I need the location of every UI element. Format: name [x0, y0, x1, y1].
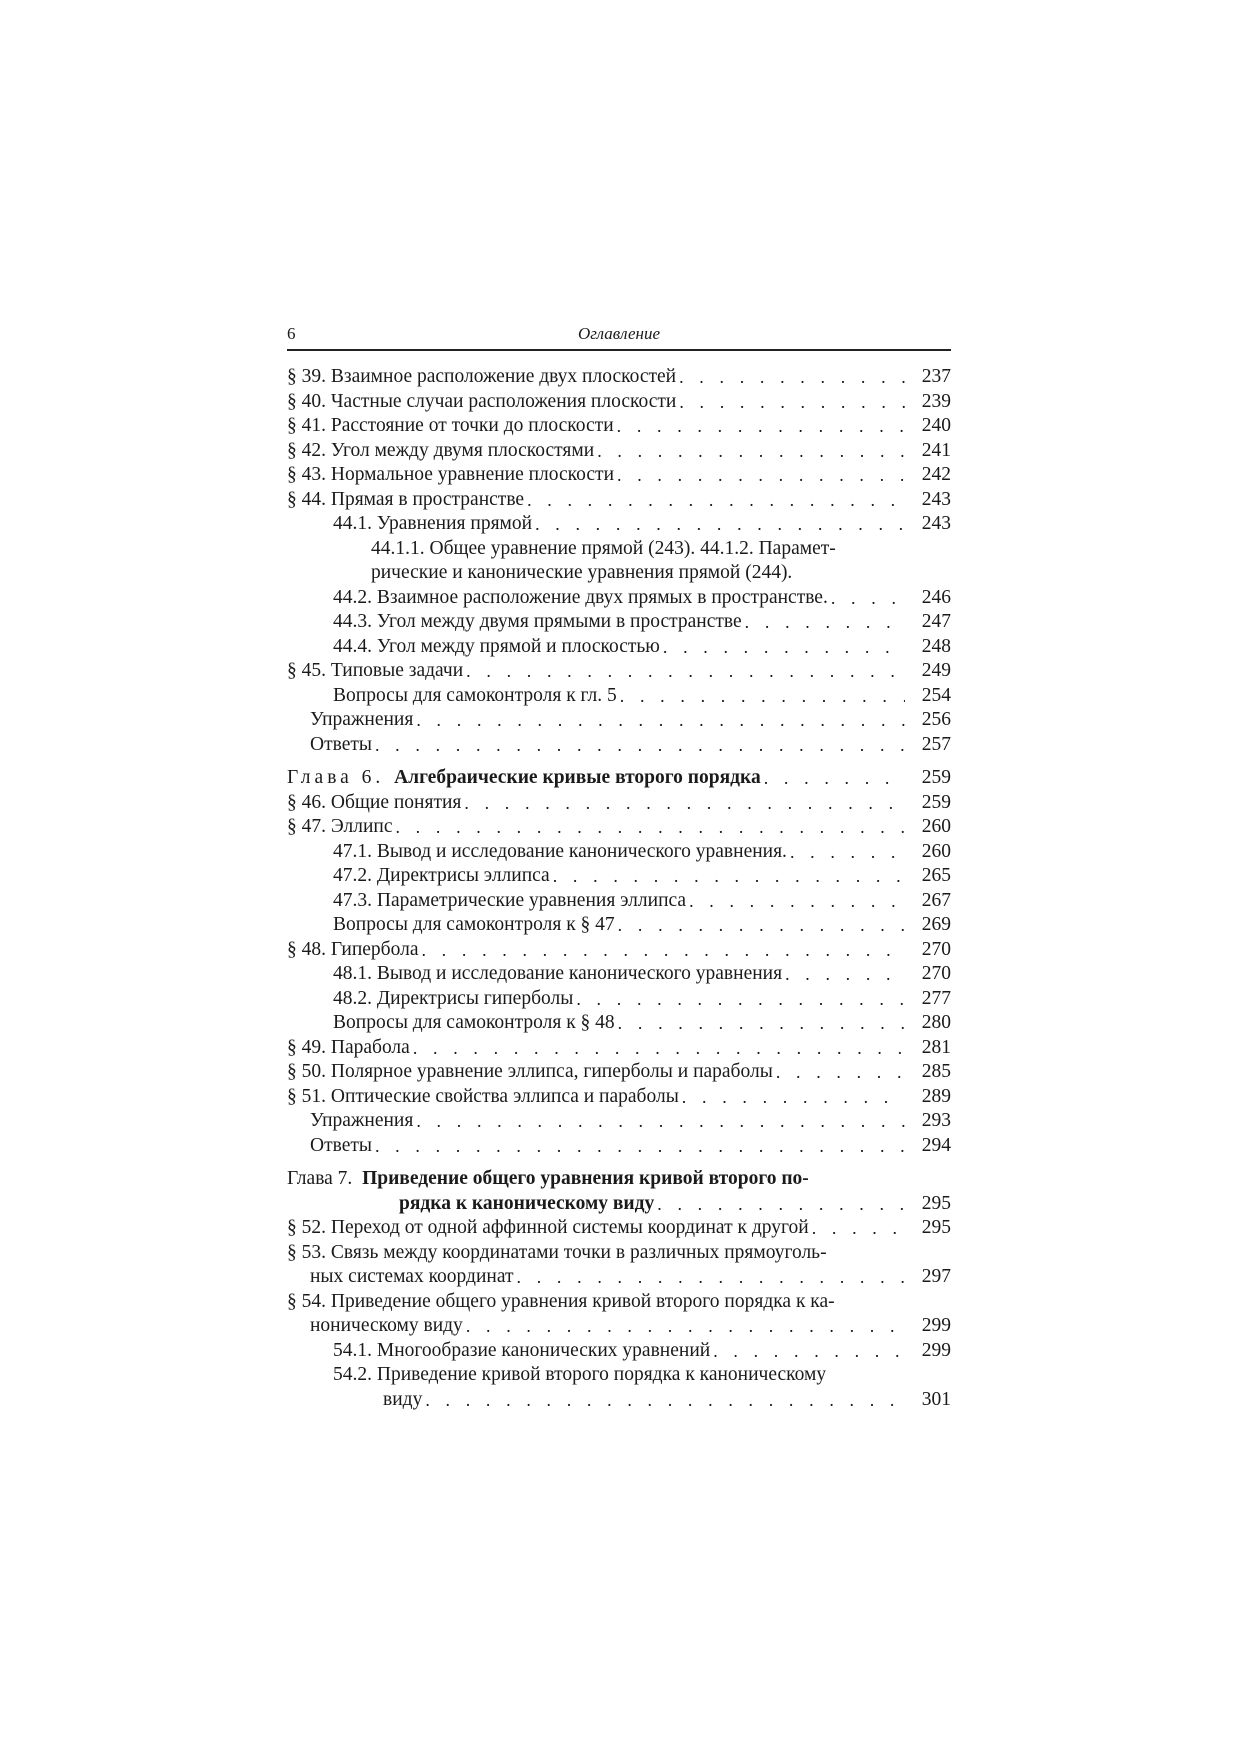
dot-leader: [679, 365, 905, 390]
toc-entry-answers-ch6[interactable]: [287, 1134, 951, 1159]
toc-entry-label: § 40. Частные случаи расположения плоскости: [287, 390, 677, 412]
toc-entry-page: 299: [921, 1315, 951, 1336]
toc-entry-page: 285: [921, 1061, 951, 1082]
toc-entry-page: 241: [921, 439, 951, 461]
toc-entry-exercises-ch6[interactable]: [287, 1109, 951, 1134]
toc-entry-s48-2[interactable]: [287, 987, 951, 1012]
dot-leader: [375, 1134, 905, 1159]
toc-entry-label: § 48. Гипербола: [287, 938, 419, 960]
toc-entry-s45[interactable]: [287, 659, 951, 684]
toc-entry-page: 240: [921, 415, 951, 436]
toc-entry-page: 265: [921, 865, 951, 886]
toc-entry-label: 48.1. Вывод и исследование канонического уравнения: [333, 963, 783, 984]
toc-chapter-7[interactable]: [287, 1167, 951, 1216]
toc-entry-s44-1[interactable]: [287, 512, 951, 537]
toc-entry-page: 294: [921, 1134, 951, 1156]
toc-entry-label: 44.1. Уравнения прямой: [333, 513, 533, 534]
toc-entry-page: 257: [921, 733, 951, 755]
toc-entry-s54[interactable]: [287, 1290, 951, 1339]
toc-entry-page: 281: [921, 1036, 951, 1058]
toc-entry-label: ноническому виду: [310, 1315, 463, 1336]
toc-entry-s52[interactable]: [287, 1216, 951, 1241]
toc-entry-label: § 42. Угол между двумя плоскостями: [287, 439, 595, 461]
toc-entry-s50[interactable]: [287, 1060, 951, 1085]
toc-entry-page: 301: [921, 1388, 951, 1410]
dot-leader: [416, 708, 905, 733]
toc-entry-s54-2[interactable]: [287, 1363, 951, 1412]
toc-entry-page: 246: [921, 586, 951, 608]
toc-entry-label: Упражнения: [310, 709, 414, 730]
toc-entry-s44[interactable]: [287, 488, 951, 513]
dot-leader: [790, 840, 905, 865]
toc-entry-page: 270: [921, 938, 951, 960]
toc-entry-label: § 46. Общие понятия: [287, 791, 462, 813]
toc-entry-label: § 50. Полярное уравнение эллипса, гиперболы и параболы: [287, 1061, 773, 1082]
toc-entry-questions-s48[interactable]: [287, 1011, 951, 1036]
toc-entry-label: 44.4. Угол между прямой и плоскостью: [333, 635, 660, 657]
dot-leader: [620, 684, 905, 709]
dot-leader: [375, 733, 905, 758]
toc-entry-s47-2[interactable]: [287, 864, 951, 889]
dot-leader: [618, 913, 905, 938]
toc-entry-page: 270: [921, 963, 951, 984]
toc-entry-page: 293: [921, 1110, 951, 1131]
dot-leader: [464, 791, 905, 816]
toc-entry-page: 243: [921, 488, 951, 510]
dot-leader: [785, 962, 905, 987]
toc-entry-page: 256: [921, 709, 951, 730]
toc-entry-label: § 41. Расстояние от точки до плоскости: [287, 415, 614, 436]
dot-leader: [618, 1011, 905, 1036]
toc-entry-page: 277: [921, 987, 951, 1009]
toc-entry-label: § 39. Взаимное расположение двух плоскостей: [287, 366, 677, 387]
toc-entry-label: § 43. Нормальное уравнение плоскости: [287, 464, 615, 485]
toc-entry-s44-4[interactable]: [287, 635, 951, 660]
toc-entry-page: 267: [921, 889, 951, 911]
toc-entry-page: 269: [921, 914, 951, 935]
toc-entry-label: Ответы: [310, 733, 372, 755]
toc-entry-page: 260: [921, 840, 951, 862]
dot-leader: [682, 1085, 905, 1110]
toc-entry-page: 295: [921, 1192, 951, 1214]
toc-entry-page: 260: [921, 816, 951, 837]
toc-entry-label-line: 54.2. Приведение кривой второго порядка к каноническому: [333, 1364, 827, 1385]
toc-entry-s53[interactable]: [287, 1241, 951, 1290]
toc-entry-label: 48.2. Директрисы гиперболы: [333, 987, 574, 1009]
dot-leader: [689, 889, 905, 914]
dot-leader: [553, 864, 905, 889]
toc-entry-label: Вопросы для самоконтроля к § 47: [333, 914, 615, 935]
toc-entry-continuation: [287, 1314, 951, 1339]
dot-leader: [527, 488, 905, 513]
toc-entry-page: 295: [921, 1217, 951, 1238]
chapter-title: Алгебраические кривые второго порядка: [394, 767, 761, 788]
toc-entry-page: 247: [921, 611, 951, 632]
toc-entry-page: 297: [921, 1266, 951, 1287]
toc-entry-page: 280: [921, 1012, 951, 1033]
toc-entry-answers-ch5[interactable]: [287, 733, 951, 758]
dot-leader: [517, 1265, 905, 1290]
toc-entry-label: Вопросы для самоконтроля к гл. 5: [333, 684, 617, 706]
chapter-heading-line: [287, 1167, 951, 1192]
chapter-title: рядка к каноническому виду: [399, 1192, 655, 1214]
toc-entry-s43[interactable]: [287, 463, 951, 488]
toc-entry-label: § 49. Парабола: [287, 1036, 410, 1058]
dot-leader: [466, 1314, 905, 1339]
toc-entry-label: Вопросы для самоконтроля к § 48: [333, 1012, 615, 1033]
toc-entry-label: § 51. Оптические свойства эллипса и параболы: [287, 1085, 679, 1107]
toc-entry-page: 259: [921, 791, 951, 813]
toc-entry-page: 254: [921, 684, 951, 706]
toc-entry-label-line: § 53. Связь между координатами точки в различных прямоуголь-: [287, 1241, 827, 1263]
dot-leader: [617, 414, 905, 439]
dot-leader: [617, 463, 905, 488]
toc-entry-label: 47.3. Параметрические уравнения эллипса: [333, 889, 687, 911]
toc-entry-page: 243: [921, 513, 951, 534]
toc-entry-label: § 52. Переход от одной аффинной системы координат к другой: [287, 1217, 809, 1238]
toc-entry-page: 299: [921, 1339, 951, 1361]
dot-leader: [576, 987, 905, 1012]
chapter-prefix: Глава 7.: [287, 1168, 353, 1189]
dot-leader: [776, 1060, 905, 1085]
toc-entry-label: § 44. Прямая в пространстве: [287, 488, 525, 510]
dot-leader: [395, 815, 905, 840]
running-header: [287, 321, 951, 351]
toc-chapter-6[interactable]: [287, 766, 951, 791]
toc-entry-label: 47.1. Вывод и исследование канонического уравнения.: [333, 840, 787, 862]
toc-entry-s47-3[interactable]: [287, 889, 951, 914]
dot-leader: [764, 766, 905, 791]
dot-leader: [421, 938, 905, 963]
toc-entry-label: 54.1. Многообразие канонических уравнений: [333, 1339, 711, 1361]
toc-entry-questions-ch5[interactable]: [287, 684, 951, 709]
dot-leader: [597, 439, 905, 464]
toc-entry-s47[interactable]: [287, 815, 951, 840]
toc-entry-page: 239: [921, 390, 951, 412]
chapter-gap: [287, 1158, 951, 1167]
dot-leader: [657, 1192, 905, 1217]
dot-leader: [413, 1036, 905, 1061]
toc-entry-s40[interactable]: [287, 390, 951, 415]
dot-leader: [535, 512, 905, 537]
chapter-heading-continuation: [287, 1192, 951, 1217]
toc-subentries-line: 44.1.1. Общее уравнение прямой (243). 44.1.2. Парамет-: [371, 537, 836, 559]
dot-leader: [425, 1388, 905, 1413]
toc-entry-s46[interactable]: [287, 791, 951, 816]
dot-leader: [466, 659, 905, 684]
toc-entry-continuation: [287, 1265, 951, 1290]
toc-entry-label: 44.3. Угол между двумя прямыми в пространстве: [333, 611, 742, 632]
toc-entry-page: 289: [921, 1085, 951, 1107]
dot-leader: [679, 390, 905, 415]
toc-entry-page: 248: [921, 635, 951, 657]
dot-leader: [416, 1109, 905, 1134]
toc-subentries-line: рические и канонические уравнения прямой (244).: [371, 562, 793, 583]
toc-entry-label: § 47. Эллипс: [287, 816, 393, 837]
toc-entry-s39[interactable]: [287, 365, 951, 390]
toc-entry-page: 259: [921, 767, 951, 788]
toc-entry-continuation: [287, 1388, 951, 1413]
dot-leader: [831, 586, 905, 611]
toc-entry-s54-1[interactable]: [287, 1339, 951, 1364]
running-title: Оглавление: [577, 324, 661, 343]
toc-entry-label: 47.2. Директрисы эллипса: [333, 865, 550, 886]
chapter-prefix: Глава 6.: [287, 767, 385, 788]
table-of-contents: [287, 365, 951, 1412]
toc-entry-s48-1[interactable]: [287, 962, 951, 987]
toc-entry-s44-2[interactable]: [287, 586, 951, 611]
dot-leader: [663, 635, 905, 660]
toc-entry-label: Ответы: [310, 1134, 372, 1156]
page-number: 6: [287, 324, 296, 343]
toc-entry-label: виду: [383, 1388, 423, 1410]
chapter-gap: [287, 757, 951, 766]
toc-entry-label-line: § 54. Приведение общего уравнения кривой второго порядка к ка-: [287, 1290, 835, 1312]
toc-entry-label: 44.2. Взаимное расположение двух прямых в пространстве.: [333, 586, 828, 608]
toc-entry-s42[interactable]: [287, 439, 951, 464]
toc-entry-s47-1[interactable]: [287, 840, 951, 865]
toc-entry-s51[interactable]: [287, 1085, 951, 1110]
toc-entry-page: 249: [921, 660, 951, 681]
toc-entry-questions-s47[interactable]: [287, 913, 951, 938]
toc-entry-page: 237: [921, 366, 951, 387]
toc-entry-s48[interactable]: [287, 938, 951, 963]
toc-entry-s44-3[interactable]: [287, 610, 951, 635]
dot-leader: [713, 1339, 905, 1364]
toc-entry-label: ных системах координат: [310, 1266, 514, 1287]
toc-entry-label: § 45. Типовые задачи: [287, 660, 464, 681]
toc-entry-exercises-ch5[interactable]: [287, 708, 951, 733]
toc-entry-s41[interactable]: [287, 414, 951, 439]
toc-entry-s49[interactable]: [287, 1036, 951, 1061]
chapter-title: Приведение общего уравнения кривой второго по-: [362, 1168, 809, 1189]
dot-leader: [812, 1216, 905, 1241]
chapter-heading: [287, 766, 761, 791]
toc-entry-label: Упражнения: [310, 1110, 414, 1131]
dot-leader: [745, 610, 905, 635]
toc-entry-page: 242: [921, 464, 951, 485]
